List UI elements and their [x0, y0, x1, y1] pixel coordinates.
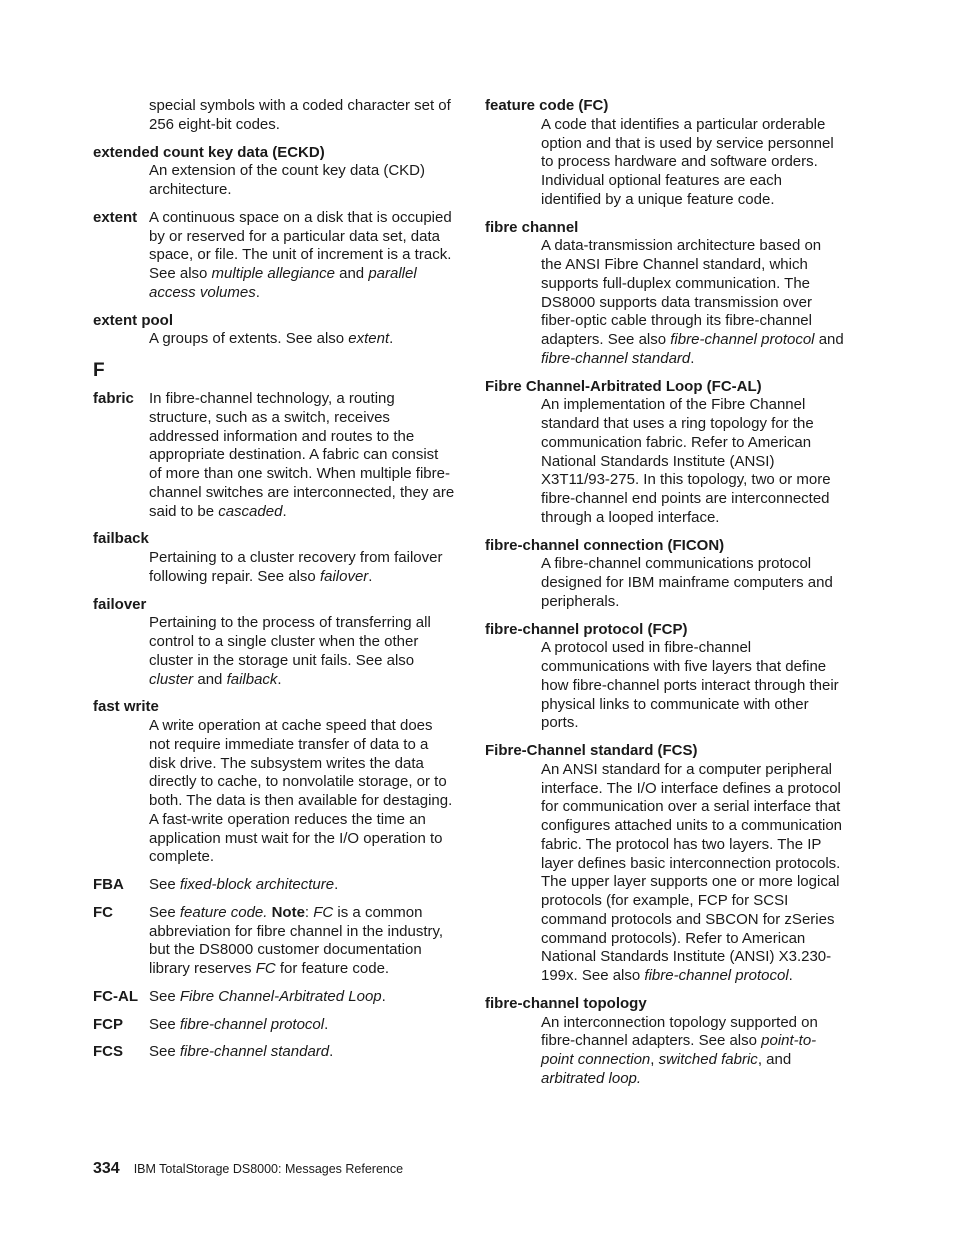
- glossary-entry-fibre-channel: [485, 219, 845, 369]
- cross-reference[interactable]: fibre-channel protocol: [670, 331, 815, 348]
- glossary-term: Fibre-Channel standard (FCS): [485, 742, 698, 759]
- cross-reference[interactable]: parallel access volumes: [149, 265, 417, 301]
- glossary-definition: In fibre-channel technology, a routing structure, such as a switch, receives addressed information and routes to the appropriate destination. A fabric can consist of more than one switch. When multiple fibre-channel switches are interconnected, they are said to be cascaded.: [149, 390, 455, 520]
- glossary-entry-extent: [93, 209, 455, 303]
- glossary-entry-fibre-channel-topology: [485, 995, 845, 1089]
- glossary-term: fabric: [93, 390, 134, 407]
- glossary-term: failback: [93, 530, 149, 548]
- glossary-term: Fibre Channel-Arbitrated Loop (FC-AL): [485, 377, 762, 395]
- glossary-entry-fc-al: [93, 988, 455, 1007]
- cross-reference[interactable]: cluster: [149, 670, 194, 688]
- cross-reference[interactable]: fibre-channel protocol: [644, 967, 789, 984]
- glossary-definition: See Fibre Channel-Arbitrated Loop.: [149, 987, 386, 1005]
- glossary-definition: A protocol used in fibre-channel communications with five layers that define how fibre-channel ports interact through their physical links to communicate with other ports.: [541, 639, 839, 732]
- glossary-term: FC: [93, 903, 113, 921]
- glossary-definition: A fibre-channel communications protocol designed for IBM mainframe computers and peripherals.: [541, 555, 833, 610]
- glossary-term: extent pool: [93, 311, 174, 329]
- cross-reference[interactable]: cascaded: [218, 502, 283, 520]
- cross-reference[interactable]: fixed-block architecture: [179, 876, 335, 893]
- glossary-term: fibre-channel topology: [485, 994, 647, 1012]
- cross-reference[interactable]: fibre-channel standard: [179, 1043, 330, 1061]
- glossary-term: FCP: [93, 1015, 123, 1033]
- glossary-term: fibre channel: [485, 218, 579, 236]
- glossary-entry-eckd: [93, 144, 455, 200]
- cross-reference[interactable]: multiple allegiance: [211, 265, 335, 282]
- section-letter-heading: F: [93, 360, 105, 381]
- glossary-entry-fcp-definition: [485, 621, 845, 734]
- glossary-definition: An extension of the count key data (CKD) architecture.: [149, 162, 425, 198]
- glossary-term: fast write: [93, 698, 159, 716]
- glossary-term: FCS: [93, 1043, 123, 1061]
- glossary-definition: Pertaining to a cluster recovery from failover following repair. See also failover.: [149, 549, 443, 585]
- glossary-term: failover: [93, 595, 147, 613]
- glossary-term: fibre-channel protocol (FCP): [485, 620, 688, 638]
- glossary-term: extent: [93, 208, 138, 226]
- glossary-entry-fc-al-definition: [485, 378, 845, 528]
- glossary-definition: A write operation at cache speed that does not require immediate transfer of data to a disk drive. The subsystem writes the data directly to cache, to nonvolatile storage, or to both. The data is then available for destaging. A fast-write operation reduces the time an application must wait for the I/O operation to complete.: [149, 717, 453, 866]
- glossary-definition: See fibre-channel standard.: [149, 1043, 334, 1061]
- glossary-definition: An ANSI standard for a computer peripheral interface. The I/O interface defines a protocol for communication over a serial interface that configures attached units to a communication fabric. The protocol has two layers. The IP layer defines basic interconnection protocols. The upper layer supports one or more logical protocols (for example, FCP for SCSI command protocols and SBCON for zSeries command protocols). Refer to American National Standards Institute (ANSI) X3.230-199x. See also fibre-channel protocol.: [541, 760, 843, 984]
- cross-reference[interactable]: failback: [226, 670, 278, 688]
- glossary-entry-feature-code: [485, 97, 845, 210]
- glossary-term: FC-AL: [93, 987, 138, 1005]
- glossary-definition: A code that identifies a particular orderable option and that is used by service personnel to process hardware and software orders. Individual optional features are each identified by a unique feature code.: [541, 115, 834, 208]
- cross-reference[interactable]: failover: [319, 567, 369, 585]
- glossary-entry-fc: [93, 904, 455, 979]
- cross-reference[interactable]: switched fabric: [658, 1051, 758, 1068]
- left-column: [93, 97, 455, 1071]
- glossary-entry-extent-pool: [93, 312, 455, 350]
- glossary-definition: See fixed-block architecture.: [149, 876, 339, 893]
- glossary-term: extended count key data (ECKD): [93, 143, 325, 161]
- glossary-entry-ficon: [485, 537, 845, 612]
- glossary-definition: A data-transmission architecture based on the ANSI Fibre Channel standard, which supports full-duplex communication. The DS8000 supports data transmission over fiber-optic cable through its fibre-channel adapters. See also fibre-channel protocol and fibre-channel standard.: [541, 237, 844, 367]
- page-footer: [93, 1160, 403, 1178]
- glossary-definition: A groups of extents. See also extent.: [149, 330, 394, 348]
- glossary-entry-fba: [93, 876, 455, 895]
- glossary-definition: See fibre-channel protocol.: [149, 1015, 329, 1033]
- cross-reference[interactable]: feature code.: [179, 903, 268, 921]
- glossary-term: fibre-channel connection (FICON): [485, 536, 725, 554]
- glossary-definition: See feature code. Note: FC is a common abbreviation for fibre channel in the industry, but the DS8000 customer documentation library reserves FC for feature code.: [149, 903, 444, 977]
- glossary-term: feature code (FC): [485, 97, 609, 114]
- glossary-definition: An implementation of the Fibre Channel standard that uses a ring topology for the communication fabric. Refer to American National Standards Institute (ANSI) X3T11/93-275. In this topology, two or more fibre-channel end points are interconnected through a looped interface.: [541, 396, 831, 526]
- glossary-entry-fast-write: [93, 698, 455, 867]
- cross-reference[interactable]: fibre-channel standard: [541, 349, 691, 367]
- glossary-entry-fcs: [93, 1043, 455, 1062]
- glossary-entry-fcs-definition: [485, 742, 845, 986]
- cross-reference[interactable]: extent: [348, 330, 390, 348]
- cross-reference[interactable]: fibre-channel protocol: [179, 1015, 325, 1033]
- cross-reference[interactable]: point-to-point connection: [541, 1032, 817, 1068]
- glossary-definition: A continuous space on a disk that is occupied by or reserved for a particular data set, data space, or file. The unit of increment is a track. See also multiple allegiance and parallel access volumes.: [149, 208, 452, 301]
- page-number: 334: [93, 1160, 120, 1177]
- right-column: [485, 97, 845, 1098]
- glossary-entry-failover: [93, 596, 455, 690]
- glossary-entry-failback: [93, 530, 455, 586]
- glossary-definition: Pertaining to the process of transferring all control to a single cluster when the other cluster in the storage unit fails. See also cluster and failback.: [149, 614, 431, 688]
- cross-reference[interactable]: Fibre Channel-Arbitrated Loop: [179, 987, 382, 1005]
- glossary-term: FBA: [93, 876, 124, 893]
- note-label: Note: [267, 903, 305, 921]
- book-title: IBM TotalStorage DS8000: Messages Reference: [133, 1162, 404, 1176]
- cross-reference[interactable]: arbitrated loop.: [541, 1069, 642, 1087]
- glossary-definition: An interconnection topology supported on fibre-channel adapters. See also point-to-point connection, switched fabric, and arbitrated loop.: [541, 1013, 818, 1087]
- continued-definition: special symbols with a coded character set of 256 eight-bit codes.: [149, 97, 451, 133]
- glossary-entry-fabric: [93, 390, 455, 521]
- glossary-entry-fcp: [93, 1016, 455, 1035]
